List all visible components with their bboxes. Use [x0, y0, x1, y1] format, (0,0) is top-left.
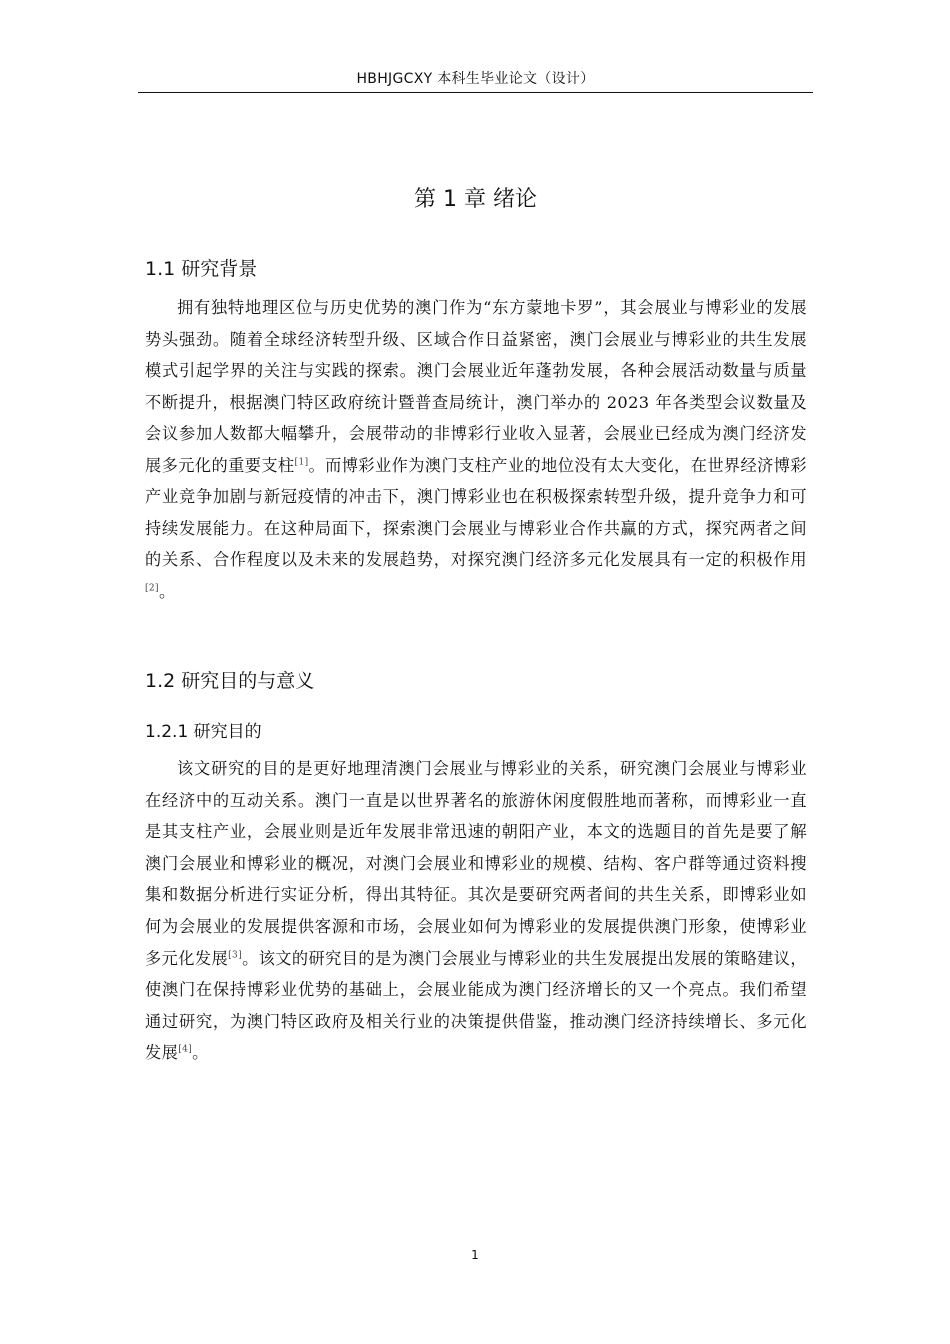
paragraph-text: 拥有独特地理区位与历史优势的澳门作为“东方蒙地卡罗”，其会展业与博彩业的发展势头强劲。随着全球经济转型升级、区域合作日益紧密，澳门会展业与博彩业的共生发展模式引起学界的关注与实践的探索。澳门会展业近年蓬勃发展，各种会展活动数量与质量不断提升，根据澳门特区政府统计暨普查局统计，澳门举办的 2023 年各类型会议数量及会议参加人数都大幅攀升，会展带动的非博彩行业收入显著，会展业已经成为澳门经济发展多元化的重要支柱 — [145, 298, 807, 475]
section-heading-1-1: 1.1 研究背景 — [145, 258, 258, 280]
header-divider — [138, 92, 813, 93]
paragraph-text: 该文研究的目的是更好地理清澳门会展业与博彩业的关系，研究澳门会展业与博彩业在经济中的互动关系。澳门一直是以世界著名的旅游休闲度假胜地而著称，而博彩业一直是其支柱产业，会展业则是近年发展非常迅速的朝阳产业，本文的选题目的首先是要了解澳门会展业和博彩业的概况，对澳门会展业和博彩业的规模、结构、客户群等通过资料搜集和数据分析进行实证分析，得出其特征。其次是要研究两者间的共生关系，即博彩业如何为会展业的发展提供客源和市场，会展业如何为博彩业的发展提供澳门形象，使博彩业多元化发展 — [145, 759, 807, 968]
subsection-heading-1-2-1: 1.2.1 研究目的 — [145, 722, 262, 742]
page-header: HBHJGCXY 本科生毕业论文（设计） — [356, 71, 595, 87]
paragraph-text: 。 — [158, 581, 176, 601]
citation-ref: [4] — [178, 1044, 193, 1055]
paragraph-research-background — [145, 292, 807, 607]
paragraph-text: 。 — [192, 1043, 209, 1063]
citation-ref: [1] — [294, 457, 309, 468]
section-heading-1-2: 1.2 研究目的与意义 — [145, 670, 315, 692]
page-number: 1 — [471, 1248, 479, 1262]
paragraph-research-purpose — [145, 753, 807, 1069]
paragraph-text: 。而博彩业作为澳门支柱产业的地位没有太大变化，在世界经济博彩产业竞争加剧与新冠疫情的冲击下，澳门博彩业也在积极探索转型升级，提升竞争力和可持续发展能力。在这种局面下，探索澳门会展业与博彩业合作共赢的方式，探究两者之间的关系、合作程度以及未来的发展趋势，对探究澳门经济多元化发展具有一定的积极作用 — [145, 455, 807, 569]
chapter-title: 第 1 章 绪论 — [414, 187, 537, 212]
citation-ref: [2] — [145, 583, 159, 594]
citation-ref: [3] — [228, 950, 243, 961]
paragraph-text: 。该文的研究目的是为澳门会展业与博彩业的共生发展提出发展的策略建议，使澳门在保持博彩业优势的基础上，会展业能成为澳门经济增长的又一个亮点。我们希望通过研究，为澳门特区政府及相关行业的决策提供借鉴，推动澳门经济持续增长、多元化发展 — [145, 948, 807, 1063]
